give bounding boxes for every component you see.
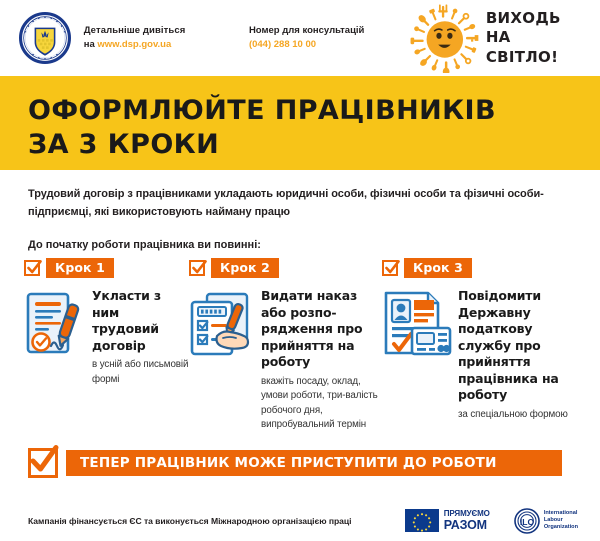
steps-section xyxy=(24,258,580,433)
intro-sub-text: До початку роботи працівника ви повинні: xyxy=(28,239,261,251)
page-title-line-2: ЗА 3 КРОКИ xyxy=(28,129,220,160)
campaign-logo xyxy=(408,3,588,73)
step-card-1 xyxy=(24,258,189,387)
ilo-line-1: International xyxy=(543,509,578,516)
step-3-badge: Крок 3 xyxy=(404,258,472,278)
ilo-line-3: Organization xyxy=(543,524,578,531)
eu-flag-icon xyxy=(405,509,439,532)
header xyxy=(0,0,600,76)
eu-logo-line-1: ПРЯМУЄМО xyxy=(443,508,490,518)
phone-number[interactable]: (044) 288 10 00 xyxy=(248,39,317,50)
sun-with-tools-icon xyxy=(408,3,482,73)
contact-block xyxy=(84,24,243,52)
checkbox-checked-icon xyxy=(189,260,205,276)
step-card-3 xyxy=(382,258,580,422)
step-1-badge: Крок 1 xyxy=(46,258,114,278)
eu-logo-text xyxy=(444,510,490,532)
phone-block xyxy=(249,24,408,52)
campaign-slogan xyxy=(486,9,588,67)
contact-label: Детальніше дивіться xyxy=(83,25,186,36)
contact-url-prefix: на xyxy=(83,39,98,50)
step-1-header xyxy=(24,258,189,278)
step-2-text xyxy=(261,288,382,433)
step-2-note: вкажіть посаду, оклад, умови роботи, три-валість робочого дня, випробувальний термін xyxy=(261,375,378,430)
step-3-note: за спеціальною формою xyxy=(458,408,568,420)
checkbox-checked-icon xyxy=(28,448,58,478)
title-banner xyxy=(0,76,600,170)
intro-lead-text: Трудовий договір з працівниками укладають юридичні особи, фізичні особи та фізичні особи-підприємці, які використовують найману працю xyxy=(28,188,544,218)
page-title-line-1: ОФОРМЛЮЙТЕ ПРАЦІВНИКІВ xyxy=(28,95,496,126)
ilo-logo-text xyxy=(544,510,578,532)
phone-label: Номер для консультацій xyxy=(248,25,365,36)
cta-text: ТЕПЕР ПРАЦІВНИК МОЖЕ ПРИСТУПИТИ ДО РОБОТИ xyxy=(66,450,562,476)
step-2-title: Видати наказ або розпо-рядження про прийняття на роботу xyxy=(261,288,363,369)
ilo-line-2: Labour xyxy=(543,516,563,523)
step-3-text xyxy=(458,288,580,422)
slogan-line-1: ВИХОДЬ xyxy=(485,9,561,28)
step-2-header xyxy=(189,258,382,278)
checkbox-checked-icon xyxy=(24,260,40,276)
ilo-logo xyxy=(514,508,578,534)
step-1-text xyxy=(92,288,189,387)
footer-logos xyxy=(405,508,578,534)
ilo-emblem-icon xyxy=(514,508,540,534)
step-card-2 xyxy=(189,258,382,433)
cta-banner xyxy=(28,448,562,478)
checkbox-checked-icon xyxy=(382,260,398,276)
id-document-card-icon xyxy=(382,290,452,422)
step-1-body xyxy=(24,288,189,387)
svg-text:ILO: ILO xyxy=(519,516,534,527)
state-labour-service-emblem xyxy=(14,12,76,64)
step-1-note: в усній або письмовій формі xyxy=(92,359,189,385)
eu-together-logo xyxy=(405,509,490,532)
eu-logo-line-2: РАЗОМ xyxy=(443,517,487,532)
intro-section xyxy=(28,186,576,254)
step-3-header xyxy=(382,258,580,278)
footer xyxy=(0,500,600,541)
emblem-svg xyxy=(19,12,71,64)
step-2-body xyxy=(189,288,382,433)
step-3-body xyxy=(382,288,580,422)
contract-with-pen-icon xyxy=(24,290,86,387)
step-1-title: Укласти з ним трудовий договір xyxy=(92,288,161,353)
contact-url-line xyxy=(84,38,243,52)
slogan-line-2: НА СВІТЛО! xyxy=(485,28,559,66)
contact-url-link[interactable]: www.dsp.gov.ua xyxy=(97,39,172,50)
page-title xyxy=(28,94,496,162)
funding-note: Кампанія фінансується ЄС та виконується Міжнародною організацією праці xyxy=(28,515,352,526)
checklist-hand-pen-icon xyxy=(189,292,255,433)
step-3-title: Повідомити Державну податкову службу про прийняття працівника на роботу xyxy=(458,288,559,402)
step-2-badge: Крок 2 xyxy=(211,258,279,278)
